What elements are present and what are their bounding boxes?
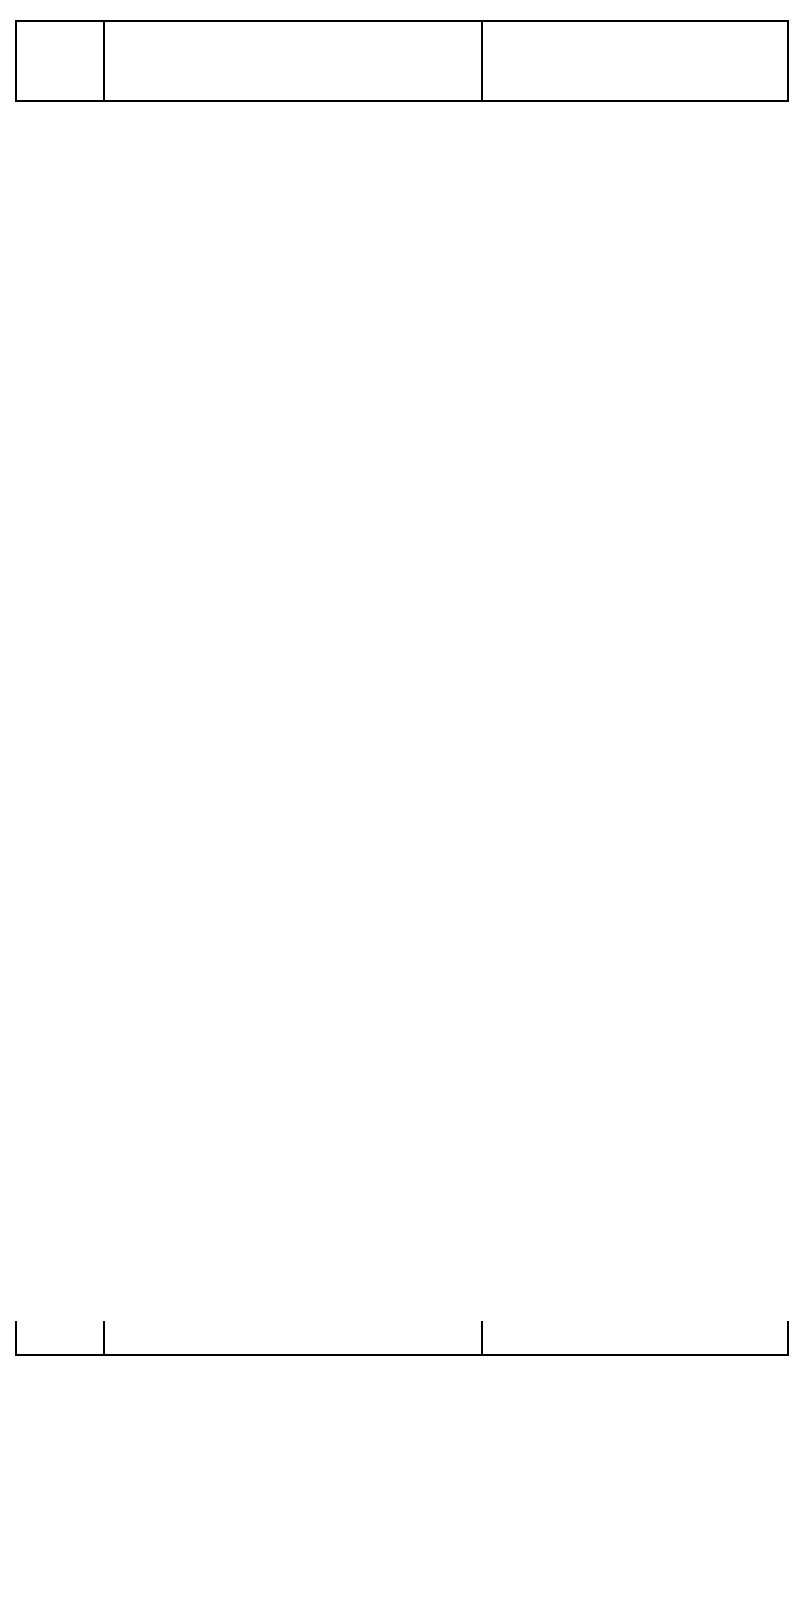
total-nr-cell xyxy=(16,1321,104,1355)
header-judet xyxy=(104,21,482,101)
total-value xyxy=(482,1321,788,1355)
data-table-part-2 xyxy=(15,1321,789,1356)
data-table-part-1 xyxy=(15,20,789,102)
total-row xyxy=(16,1321,788,1355)
header-probe-pozitive xyxy=(482,21,788,101)
total-label xyxy=(104,1321,482,1355)
header-nr-crt xyxy=(16,21,104,101)
table-header-row xyxy=(16,21,788,101)
